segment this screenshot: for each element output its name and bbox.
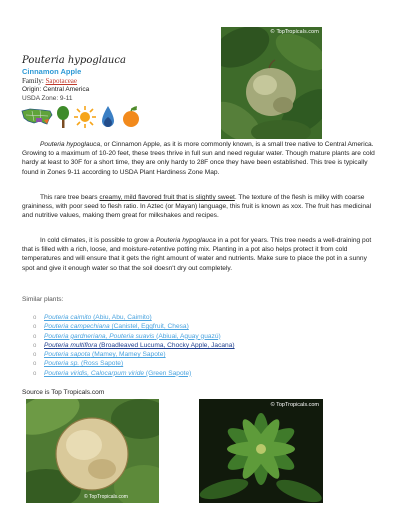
paragraph-3-text: in a pot for years. This tree needs a well-draining pot that is filled with a rich, loose, and moisture-retentive potting mix. Planting in a pot also helps protect it from cold temperatures and will ensure that it gets the right amount of water and nutrients. Make sure to place the pot in a sunny spot and give it enough water so that the soil doesn't dry out completely. bbox=[22, 237, 372, 272]
list-item bbox=[33, 341, 235, 350]
description-paragraph-2 bbox=[22, 193, 378, 221]
fruit-icon bbox=[120, 105, 142, 129]
photo-credit: © TopTropicals.com bbox=[84, 494, 128, 500]
bullet-icon: o bbox=[33, 324, 37, 331]
scientific-name-inline: Pouteria hypoglauca bbox=[155, 237, 216, 244]
tree-icon bbox=[56, 105, 70, 129]
similar-plant-link[interactable]: Pouteria viridis, Calocarpum viride (Green Sapote) bbox=[44, 369, 192, 377]
bullet-icon: o bbox=[33, 361, 37, 368]
origin-line: Origin: Central America bbox=[22, 86, 90, 93]
similar-plant-link[interactable]: Pouteria caimito (Abiu, Abu, Caimito) bbox=[44, 314, 152, 321]
list-item bbox=[33, 350, 235, 359]
similar-plant-link[interactable]: Pouteria sapota (Mamey, Mamey Sapote) bbox=[44, 351, 166, 359]
fruit-photo bbox=[221, 27, 322, 139]
bullet-icon: o bbox=[33, 352, 37, 359]
list-item bbox=[33, 369, 235, 378]
scientific-name-inline: Pouteria hypoglauca bbox=[40, 141, 101, 148]
fruit-flavor-text: creamy, mild flavored fruit that is slightly sweet bbox=[99, 194, 235, 201]
similar-plant-link[interactable]: Pouteria sp. (Ross Sapote) bbox=[44, 360, 124, 368]
similar-plant-link[interactable]: Pouteria multiflora (Broadleaved Lucuma, Chocky Apple, Jacana) bbox=[44, 341, 235, 349]
sun-icon bbox=[74, 105, 96, 129]
paragraph-2-lead: This rare tree bears bbox=[40, 194, 100, 201]
bullet-icon: o bbox=[33, 370, 37, 377]
paragraph-2-text: . The texture of the flesh is milky with coarse graininess, with poor seed to flesh ratio. In Aztec (or Mayan) language, this fruit is known as xox. The fruit has medicinal and nutritive values, making them great for milkshakes and recipes. bbox=[22, 194, 372, 220]
plant-foliage-photo bbox=[199, 399, 323, 503]
list-item bbox=[33, 313, 235, 322]
usa-map-icon bbox=[20, 105, 54, 129]
growing-conditions-icons bbox=[20, 105, 160, 131]
paragraph-3-lead: In cold climates, it is possible to grow a bbox=[40, 237, 156, 244]
description-paragraph-1 bbox=[22, 140, 378, 177]
fruit-closeup-photo bbox=[26, 399, 159, 503]
bullet-icon: o bbox=[33, 315, 37, 321]
source-line: Source is Top Tropicals.com bbox=[22, 389, 105, 396]
photo-credit: © TopTropicals.com bbox=[270, 402, 319, 408]
list-item bbox=[33, 322, 235, 331]
description-paragraph-3 bbox=[22, 236, 378, 273]
family-link[interactable]: Sapotaceae bbox=[45, 77, 78, 85]
family-line bbox=[22, 77, 77, 85]
photo-credit: © TopTropicals.com bbox=[270, 29, 319, 35]
water-drop-icon bbox=[100, 105, 116, 129]
page-title: Pouteria hypoglauca bbox=[22, 55, 126, 66]
bullet-icon: o bbox=[33, 342, 37, 349]
list-item bbox=[33, 332, 235, 341]
paragraph-1-text: , or Cinnamon Apple, as it is more commonly known, is a small tree native to Central America. Growing to a maximum of 10-20 feet, these trees thrive in full sun and need regular water. Though mature plants are cold hardy at least to 30F for a short time, they are only hardy to 28F once they have been established. This tree is typically found in Zones 9-11 according to USDA Plant Hardiness Zone Map. bbox=[22, 141, 375, 176]
bullet-icon: o bbox=[33, 333, 37, 340]
list-item bbox=[33, 359, 235, 368]
similar-plants-heading: Similar plants: bbox=[22, 296, 64, 303]
similar-plant-link[interactable]: Pouteria gardneriana, Pouteria suavis (Abiuai, Aguay guazú) bbox=[44, 332, 221, 340]
family-label: Family: bbox=[22, 77, 44, 85]
usda-zone-line: USDA Zone: 9-11 bbox=[22, 95, 73, 102]
common-name: Cinnamon Apple bbox=[22, 67, 82, 76]
similar-plant-link[interactable]: Pouteria campechiana (Canistel, Eggfruit, Chesa) bbox=[44, 323, 189, 331]
similar-plants-list bbox=[33, 313, 235, 378]
